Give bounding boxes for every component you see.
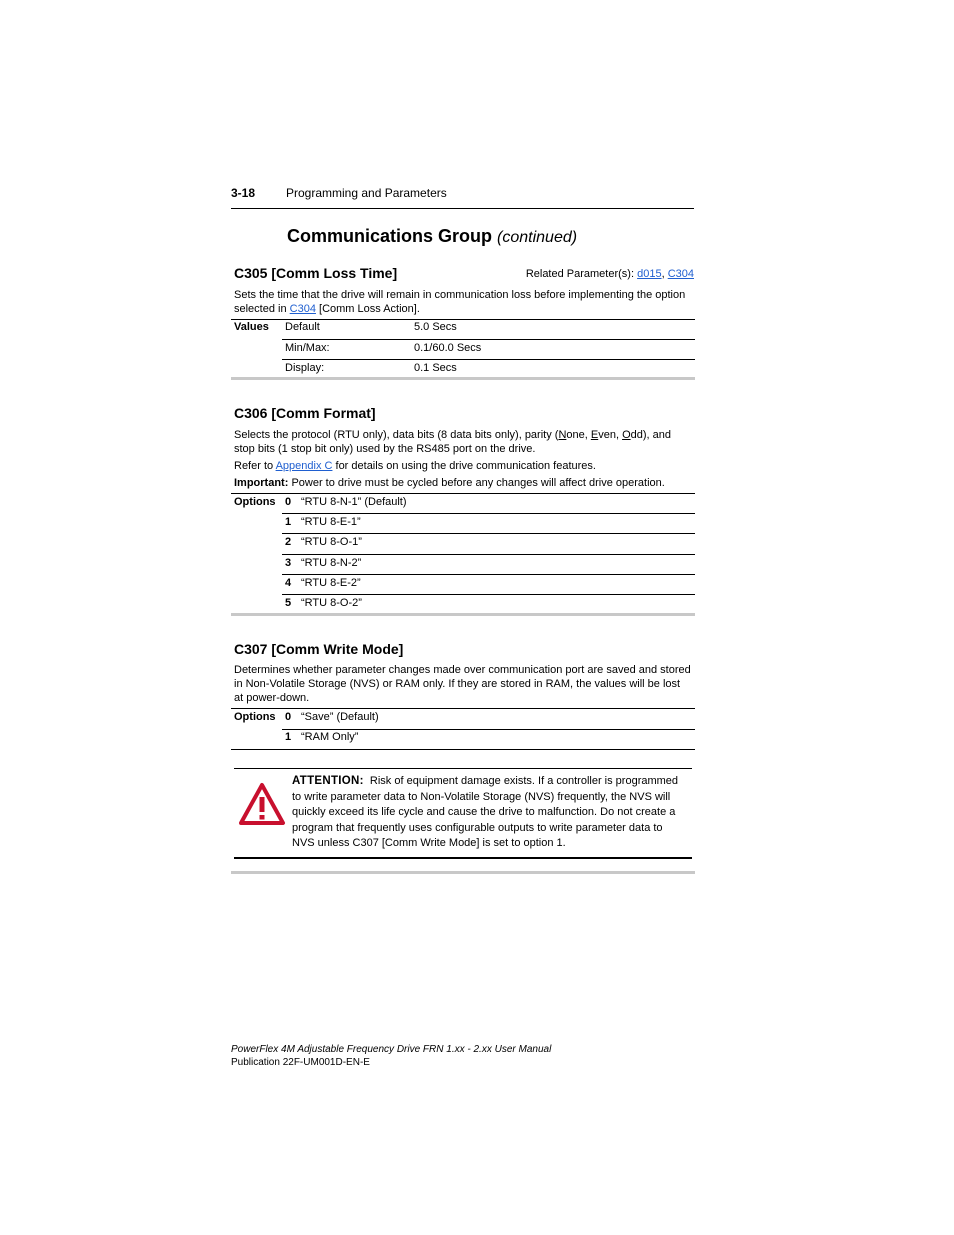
- link-c304-inline[interactable]: C304: [289, 303, 316, 315]
- row-rule: [282, 554, 695, 555]
- option-text: “RTU 8-O-1”: [301, 536, 362, 548]
- row-rule: [282, 729, 695, 730]
- page-number: 3-18: [231, 186, 256, 200]
- option-number: 0: [285, 496, 292, 508]
- c306-refer: [234, 459, 692, 473]
- parity-e-rest: ven,: [598, 429, 623, 441]
- c306-table-top-rule: [231, 493, 695, 494]
- option-text: “RTU 8-O-2”: [301, 597, 362, 609]
- option-number: 2: [285, 536, 292, 548]
- c305-title: C305 [Comm Loss Time]: [234, 265, 398, 281]
- important-label: Important:: [234, 477, 289, 489]
- c307-table-bottom-rule: [231, 749, 695, 750]
- c306-description: [234, 428, 692, 456]
- c306-important: [234, 476, 692, 490]
- row-rule: [282, 594, 695, 595]
- c307-table-top-rule: [231, 708, 695, 709]
- option-number: 1: [285, 731, 292, 743]
- c305-default-value: 5.0 Secs: [414, 321, 457, 333]
- option-text: “RAM Only”: [301, 731, 359, 743]
- option-text: “RTU 8-N-2”: [301, 557, 362, 569]
- option-text: “Save” (Default): [301, 711, 379, 723]
- c305-display-value: 0.1 Secs: [414, 362, 457, 374]
- c307-options-label: Options: [234, 711, 276, 723]
- option-number: 1: [285, 516, 292, 528]
- important-text: Power to drive must be cycled before any changes will affect drive operation.: [288, 477, 665, 489]
- row-rule: [282, 513, 695, 514]
- refer-text: Refer to: [234, 460, 276, 472]
- c305-values-label: Values: [234, 321, 269, 333]
- parity-o-rest: dd), and stop bits (1 stop bit only) used by the RS485 port on the drive.: [234, 429, 671, 455]
- group-title-text: Communications Group: [287, 226, 493, 246]
- c307-title: C307 [Comm Write Mode]: [234, 641, 404, 657]
- c306-end-rule: [231, 613, 695, 616]
- c305-description: [234, 288, 692, 316]
- related-label: Related Parameter(s):: [525, 268, 635, 280]
- attention-text: [292, 774, 687, 852]
- footer-publication: Publication 22F-UM001D-EN-E: [231, 1057, 370, 1068]
- option-number: 0: [285, 711, 292, 723]
- row-rule: [282, 339, 695, 340]
- parity-e-letter: E: [590, 429, 599, 441]
- page-end-rule: [231, 871, 695, 874]
- c305-end-rule: [231, 377, 695, 380]
- link-appendix-c[interactable]: Appendix C: [275, 460, 333, 472]
- c305-display-label: Display:: [285, 362, 325, 374]
- group-title: [287, 226, 577, 247]
- option-number: 5: [285, 597, 292, 609]
- row-rule: [282, 533, 695, 534]
- parity-o-letter: O: [622, 429, 631, 441]
- page-header: [231, 186, 694, 209]
- c307-description: Determines whether parameter changes made over communication port are saved and stored in Non-Volatile Storage (NVS) or RAM only. If they are stored in RAM, the values will be lost at power-down.: [234, 664, 691, 704]
- option-text: “RTU 8-E-1”: [301, 516, 361, 528]
- c306-title: C306 [Comm Format]: [234, 405, 376, 421]
- link-d015[interactable]: d015: [637, 268, 662, 280]
- section-title: Programming and Parameters: [286, 186, 447, 200]
- parity-n-letter: N: [558, 429, 567, 441]
- option-number: 3: [285, 557, 292, 569]
- c305-minmax-label: Min/Max:: [285, 342, 330, 354]
- c305-default-label: Default: [285, 321, 320, 333]
- c305-related-params: [526, 268, 694, 280]
- refer-text-end: for details on using the drive communication features.: [332, 460, 596, 472]
- row-rule: [282, 359, 695, 360]
- attention-body: Risk of equipment damage exists. If a controller is programmed to write parameter data to Non-Volatile Storage (NVS) frequently, the NVS will quickly exceed its life cycle and cause the drive to malfunction. Do not create a program that frequently uses configurable outputs to write parameter data to NVS unless C307 [Comm Write Mode] is set to option 1.: [292, 775, 679, 849]
- option-text: “RTU 8-E-2”: [301, 577, 361, 589]
- footer-manual-title: PowerFlex 4M Adjustable Frequency Drive FRN 1.xx - 2.xx User Manual: [231, 1044, 552, 1055]
- c306-desc-text: Selects the protocol (RTU only), data bits (8 data bits only), parity (: [234, 429, 559, 441]
- parity-n-rest: one,: [566, 429, 591, 441]
- related-separator: ,: [661, 268, 665, 280]
- c306-options-label: Options: [234, 496, 276, 508]
- c305-desc-text: Sets the time that the drive will remain in communication loss before implementing the option selected in: [234, 289, 686, 315]
- attention-label: ATTENTION:: [292, 775, 364, 787]
- footer: [231, 1043, 551, 1069]
- option-number: 4: [285, 577, 292, 589]
- c305-desc-text-end: [Comm Loss Action].: [315, 303, 420, 315]
- warning-triangle-icon: [238, 782, 286, 826]
- row-rule: [282, 574, 695, 575]
- c305-table-top-rule: [231, 319, 695, 320]
- option-text: “RTU 8-N-1” (Default): [301, 496, 407, 508]
- c305-minmax-value: 0.1/60.0 Secs: [414, 342, 482, 354]
- attention-box: [234, 768, 692, 859]
- link-c304[interactable]: C304: [667, 268, 694, 280]
- continued-label: (continued): [497, 229, 578, 246]
